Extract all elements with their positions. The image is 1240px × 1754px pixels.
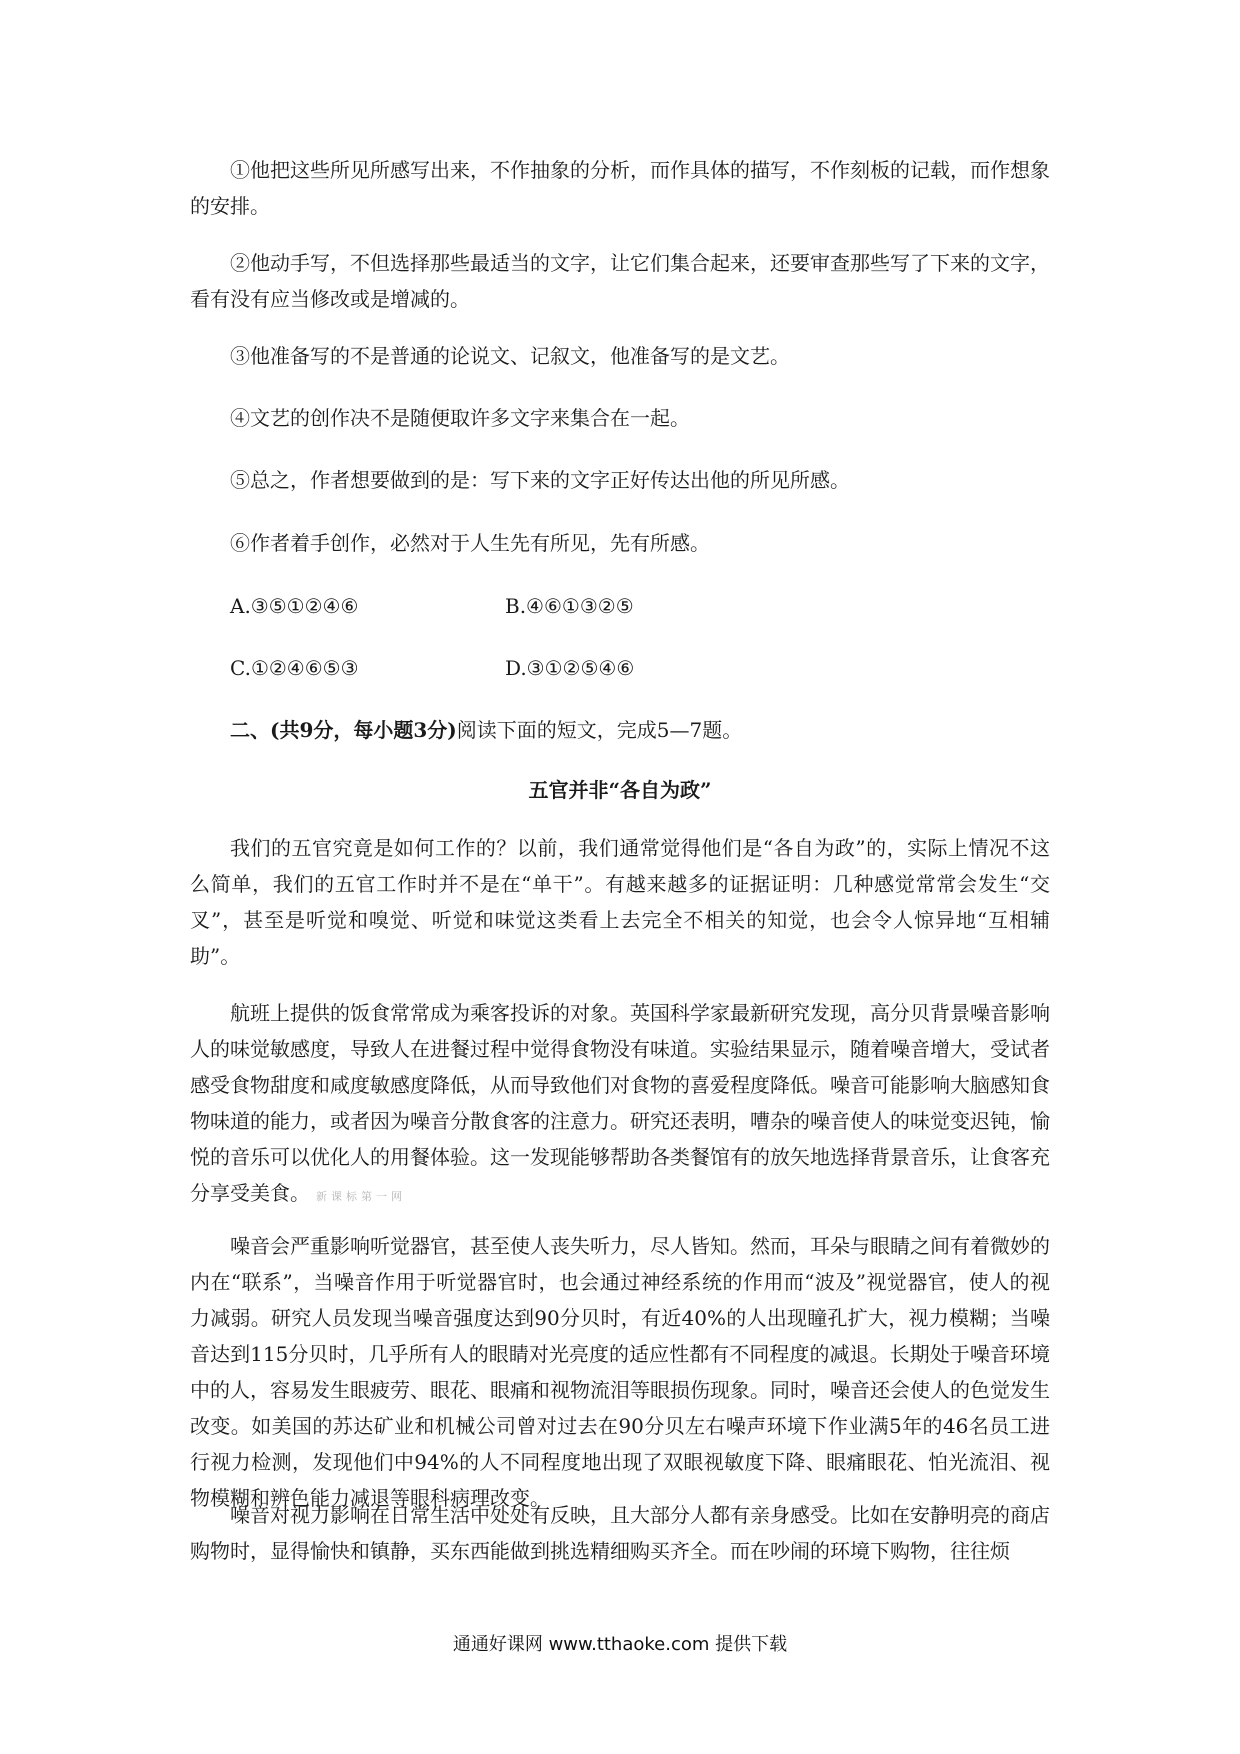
article-paragraph-3: 噪音会严重影响听觉器官，甚至使人丧失听力，尽人皆知。然而，耳朵与眼睛之间有着微妙的内在“联系”，当噪音作用于听觉器官时，也会通过神经系统的作用而“波及”视觉器官，使人的视力减弱。研究人员发现当噪音强度达到90分贝时，有近40%的人出现瞳孔扩大，视力模糊；当噪音达到115分贝时，几乎所有人的眼睛对光亮度的适应性都有不同程度的减退。长期处于噪音环境中的人，容易发生眼疲劳、眼花、眼痛和视物流泪等眼损伤现象。同时，噪音还会使人的色觉发生改变。如美国的苏达矿业和机械公司曾对过去在90分贝左右噪声环境下作业满5年的46名员工进行视力检测，发现他们中94%的人不同程度地出现了双眼视敏度下降、眼痛眼花、怕光流泪、视物模糊和辨色能力减退等眼科病理改变。: [190, 1234, 1050, 1510]
sentence-6: ⑥作者着手创作，必然对于人生先有所见，先有所感。: [230, 531, 710, 555]
sentence-2: ②他动手写，不但选择那些最适当的文字，让它们集合起来，还要审查那些写了下来的文字，看有没有应当修改或是增减的。: [190, 251, 1050, 311]
watermark-text: 新课标第一网: [316, 1190, 406, 1203]
article-paragraph-1: 我们的五官究竟是如何工作的？以前，我们通常觉得他们是“各自为政”的，实际上情况不这么简单，我们的五官工作时并不是在“单干”。有越来越多的证据证明：几种感觉常常会发生“交叉”，甚至是听觉和嗅觉、听觉和味觉这类看上去完全不相关的知觉，也会令人惊异地“互相辅助”。: [190, 836, 1050, 968]
option-c: C.①②④⑥⑤③: [230, 656, 359, 680]
option-a: A.③⑤①②④⑥: [230, 594, 359, 618]
section-2-heading-bold: 二、(共9分，每小题3分): [230, 718, 457, 742]
article-paragraph-2-text: 航班上提供的饭食常常成为乘客投诉的对象。英国科学家最新研究发现，高分贝背景噪音影响人的味觉敏感度，导致人在进餐过程中觉得食物没有味道。实验结果显示，随着噪音增大，受试者感受食物甜度和咸度敏感度降低，从而导致他们对食物的喜爱程度降低。噪音可能影响大脑感知食物味道的能力，或者因为噪音分散食客的注意力。研究还表明，嘈杂的噪音使人的味觉变迟钝，愉悦的音乐可以优化人的用餐体验。这一发现能够帮助各类餐馆有的放矢地选择背景音乐，让食客充分享受美食。: [190, 1001, 1050, 1205]
sentence-3: ③他准备写的不是普通的论说文、记叙文，他准备写的是文艺。: [230, 344, 790, 368]
sentence-4: ④文艺的创作决不是随便取许多文字来集合在一起。: [230, 406, 690, 430]
option-d: D.③①②⑤④⑥: [505, 656, 635, 680]
option-b: B.④⑥①③②⑤: [505, 594, 634, 618]
article-title: 五官并非“各自为政”: [528, 778, 712, 802]
section-2-heading: [230, 712, 742, 748]
article-paragraph-2: [190, 995, 1050, 1215]
sentence-1: ①他把这些所见所感写出来，不作抽象的分析，而作具体的描写，不作刻板的记载，而作想象的安排。: [190, 158, 1050, 218]
section-2-heading-rest: 阅读下面的短文，完成5—7题。: [456, 718, 743, 742]
page-footer: 通通好课网 www.tthaoke.com 提供下载: [452, 1634, 788, 1655]
article-paragraph-4: 噪音对视力影响在日常生活中处处有反映，且大部分人都有亲身感受。比如在安静明亮的商店购物时，显得愉快和镇静，买东西能做到挑选精细购买齐全。而在吵闹的环境下购物，往往烦: [190, 1503, 1050, 1563]
sentence-5: ⑤总之，作者想要做到的是：写下来的文字正好传达出他的所见所感。: [230, 468, 850, 492]
